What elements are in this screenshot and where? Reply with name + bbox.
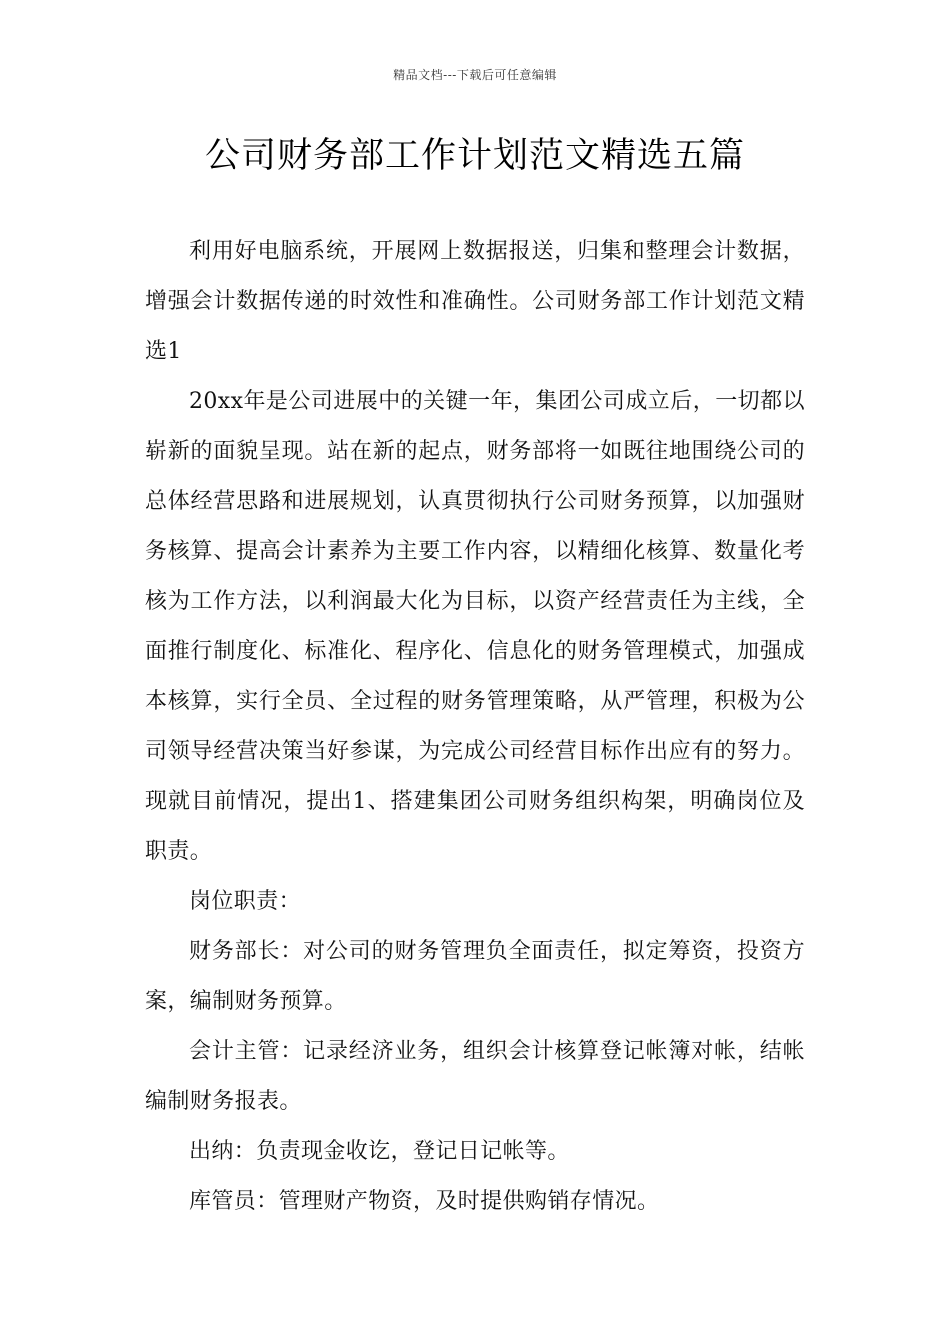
paragraph-accounting-supervisor: 会计主管：记录经济业务，组织会计核算登记帐簿对帐，结帐编制财务报表。 — [145, 1039, 805, 1114]
document-title: 公司财务部工作计划范文精选五篇 — [204, 136, 745, 176]
paragraph-duties-heading: 岗位职责： — [189, 889, 302, 914]
paragraph-warehouse-keeper: 库管员：管理财产物资，及时提供购销存情况。 — [189, 1189, 660, 1214]
document-body — [145, 227, 805, 1227]
paragraph-annual-plan: 20xx年是公司进展中的关键一年，集团公司成立后，一切都以崭新的面貌呈现。站在新的起点，财务部将一如既往地围绕公司的总体经营思路和进展规划，认真贯彻执行公司财务预算，以加强财务核算、提高会计素养为主要工作内容，以精细化核算、数量化考核为工作方法，以利润最大化为目标，以资产经营责任为主线，全面推行制度化、标准化、程序化、信息化的财务管理模式，加强成本核算，实行全员、全过程的财务管理策略，从严管理，积极为公司领导经营决策当好参谋，为完成公司经营目标作出应有的努力。现就目前情况，提出1、搭建集团公司财务组织构架，明确岗位及职责。 — [145, 389, 805, 864]
paragraph-finance-head: 财务部长：对公司的财务管理负全面责任，拟定筹资，投资方案，编制财务预算。 — [145, 939, 805, 1014]
paragraph-cashier: 出纳：负责现金收讫，登记日记帐等。 — [189, 1139, 570, 1164]
paragraph-intro: 利用好电脑系统，开展网上数据报送，归集和整理会计数据，增强会计数据传递的时效性和准确性。公司财务部工作计划范文精选1 — [145, 239, 805, 364]
header-note: 精品文档---下载后可任意编辑 — [393, 68, 557, 82]
